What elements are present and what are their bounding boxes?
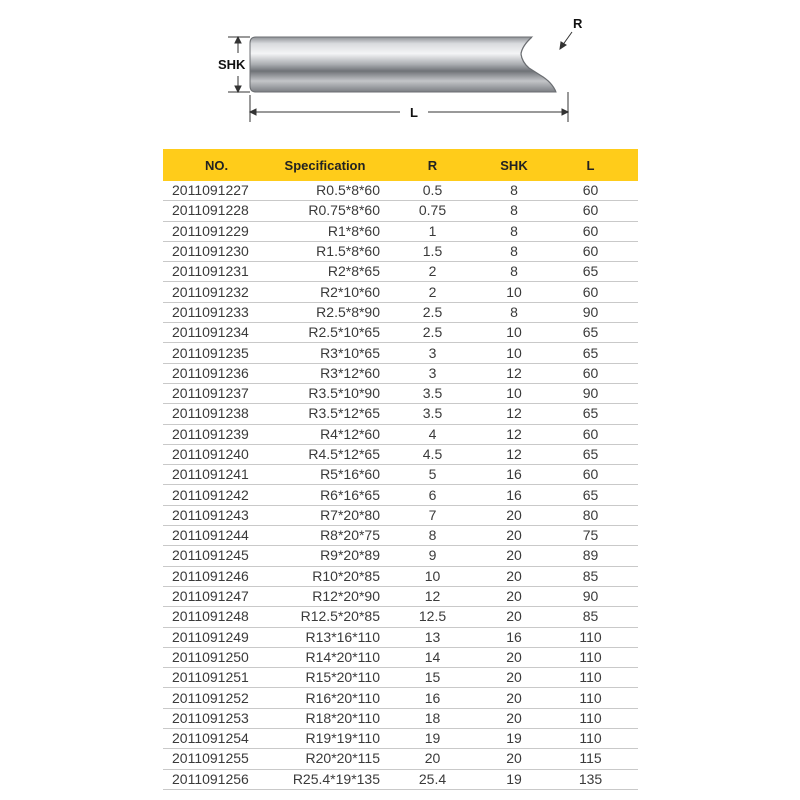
cell-specification: R10*20*85 [270, 566, 380, 586]
cell-specification: R1.5*8*60 [270, 241, 380, 261]
cell-no: 2011091241 [163, 465, 270, 485]
cell-shk: 20 [485, 607, 543, 627]
cell-r: 16 [380, 688, 485, 708]
table-row [163, 607, 638, 627]
cell-r: 1.5 [380, 241, 485, 261]
cell-specification: R0.75*8*60 [270, 201, 380, 221]
cell-specification: R18*20*110 [270, 708, 380, 728]
cell-specification: R15*20*110 [270, 668, 380, 688]
cell-r: 20 [380, 749, 485, 769]
cell-no: 2011091254 [163, 729, 270, 749]
table-row [163, 729, 638, 749]
cell-l: 65 [543, 404, 638, 424]
cell-no: 2011091251 [163, 668, 270, 688]
cell-shk: 8 [485, 262, 543, 282]
header-shk: SHK [485, 149, 543, 181]
cell-no: 2011091237 [163, 383, 270, 403]
cell-l: 115 [543, 749, 638, 769]
table-row [163, 343, 638, 363]
cell-l: 110 [543, 668, 638, 688]
length-dimension [250, 92, 568, 122]
cell-shk: 20 [485, 526, 543, 546]
table-row [163, 546, 638, 566]
cell-r: 8 [380, 526, 485, 546]
cell-r: 12 [380, 586, 485, 606]
cell-shk: 8 [485, 181, 543, 201]
cell-r: 19 [380, 729, 485, 749]
cell-specification: R12*20*90 [270, 586, 380, 606]
cell-l: 110 [543, 708, 638, 728]
table-row [163, 769, 638, 789]
cell-r: 0.5 [380, 181, 485, 201]
cell-shk: 10 [485, 323, 543, 343]
cell-l: 110 [543, 688, 638, 708]
cell-shk: 19 [485, 769, 543, 789]
radius-label: R [573, 16, 583, 31]
cell-l: 60 [543, 363, 638, 383]
cell-l: 60 [543, 465, 638, 485]
cell-shk: 8 [485, 221, 543, 241]
cell-specification: R2*8*65 [270, 262, 380, 282]
cell-r: 0.75 [380, 201, 485, 221]
cell-l: 60 [543, 424, 638, 444]
cell-specification: R16*20*110 [270, 688, 380, 708]
cell-specification: R4.5*12*65 [270, 444, 380, 464]
cell-no: 2011091243 [163, 505, 270, 525]
table-row [163, 708, 638, 728]
cell-no: 2011091227 [163, 181, 270, 201]
cell-specification: R14*20*110 [270, 647, 380, 667]
table-row [163, 586, 638, 606]
cell-shk: 8 [485, 201, 543, 221]
table-row [163, 526, 638, 546]
cell-r: 5 [380, 465, 485, 485]
header-specification: Specification [270, 149, 380, 181]
cell-r: 2.5 [380, 302, 485, 322]
cell-shk: 12 [485, 444, 543, 464]
cell-shk: 10 [485, 383, 543, 403]
cell-specification: R13*16*110 [270, 627, 380, 647]
cell-specification: R20*20*115 [270, 749, 380, 769]
cell-no: 2011091248 [163, 607, 270, 627]
cell-no: 2011091240 [163, 444, 270, 464]
cell-l: 135 [543, 769, 638, 789]
header-l: L [543, 149, 638, 181]
cell-r: 4.5 [380, 444, 485, 464]
cell-r: 2 [380, 282, 485, 302]
cell-shk: 8 [485, 302, 543, 322]
cell-l: 65 [543, 262, 638, 282]
cell-shk: 12 [485, 424, 543, 444]
cell-no: 2011091239 [163, 424, 270, 444]
cell-l: 110 [543, 729, 638, 749]
cell-l: 60 [543, 221, 638, 241]
cell-specification: R2*10*60 [270, 282, 380, 302]
cell-no: 2011091256 [163, 769, 270, 789]
cell-no: 2011091230 [163, 241, 270, 261]
cell-r: 15 [380, 668, 485, 688]
cell-r: 6 [380, 485, 485, 505]
cell-shk: 16 [485, 627, 543, 647]
cell-specification: R2.5*8*90 [270, 302, 380, 322]
cell-l: 90 [543, 302, 638, 322]
cell-no: 2011091234 [163, 323, 270, 343]
cell-r: 4 [380, 424, 485, 444]
cell-shk: 12 [485, 363, 543, 383]
cell-shk: 19 [485, 729, 543, 749]
cell-specification: R9*20*89 [270, 546, 380, 566]
header-no: NO. [163, 149, 270, 181]
cell-no: 2011091255 [163, 749, 270, 769]
cell-r: 2 [380, 262, 485, 282]
table-row [163, 323, 638, 343]
cell-specification: R0.5*8*60 [270, 181, 380, 201]
table-row [163, 404, 638, 424]
cell-no: 2011091228 [163, 201, 270, 221]
cell-no: 2011091246 [163, 566, 270, 586]
table-row [163, 668, 638, 688]
specification-table [163, 149, 638, 790]
cell-no: 2011091229 [163, 221, 270, 241]
cell-no: 2011091231 [163, 262, 270, 282]
cell-shk: 20 [485, 668, 543, 688]
cell-no: 2011091233 [163, 302, 270, 322]
cell-specification: R2.5*10*65 [270, 323, 380, 343]
table-row [163, 627, 638, 647]
cell-specification: R7*20*80 [270, 505, 380, 525]
cell-l: 90 [543, 586, 638, 606]
cell-l: 85 [543, 607, 638, 627]
cell-shk: 20 [485, 586, 543, 606]
cell-no: 2011091253 [163, 708, 270, 728]
cell-r: 25.4 [380, 769, 485, 789]
cell-no: 2011091242 [163, 485, 270, 505]
cell-r: 14 [380, 647, 485, 667]
cell-specification: R6*16*65 [270, 485, 380, 505]
cell-r: 2.5 [380, 323, 485, 343]
cell-shk: 20 [485, 546, 543, 566]
table-row [163, 221, 638, 241]
cell-shk: 20 [485, 566, 543, 586]
table-row [163, 647, 638, 667]
cell-specification: R19*19*110 [270, 729, 380, 749]
cell-r: 9 [380, 546, 485, 566]
cell-specification: R12.5*20*85 [270, 607, 380, 627]
cell-r: 12.5 [380, 607, 485, 627]
tool-body [250, 37, 568, 92]
cell-l: 65 [543, 444, 638, 464]
cell-shk: 10 [485, 282, 543, 302]
table-row [163, 485, 638, 505]
cell-shk: 10 [485, 343, 543, 363]
cell-specification: R25.4*19*135 [270, 769, 380, 789]
cell-l: 75 [543, 526, 638, 546]
cell-specification: R3*10*65 [270, 343, 380, 363]
cell-r: 10 [380, 566, 485, 586]
cell-r: 18 [380, 708, 485, 728]
cell-r: 1 [380, 221, 485, 241]
tool-diagram [0, 0, 800, 148]
cell-no: 2011091252 [163, 688, 270, 708]
cell-r: 3 [380, 363, 485, 383]
cell-shk: 16 [485, 465, 543, 485]
cell-no: 2011091249 [163, 627, 270, 647]
cell-specification: R5*16*60 [270, 465, 380, 485]
cell-shk: 20 [485, 505, 543, 525]
cell-no: 2011091250 [163, 647, 270, 667]
cell-l: 89 [543, 546, 638, 566]
cell-specification: R1*8*60 [270, 221, 380, 241]
cell-shk: 8 [485, 241, 543, 261]
cell-l: 65 [543, 485, 638, 505]
table-row [163, 181, 638, 201]
table-row [163, 201, 638, 221]
cell-no: 2011091232 [163, 282, 270, 302]
table-row [163, 383, 638, 403]
table-row [163, 262, 638, 282]
cell-l: 110 [543, 627, 638, 647]
cell-no: 2011091238 [163, 404, 270, 424]
table-body [163, 181, 638, 789]
table-row [163, 282, 638, 302]
table-row [163, 424, 638, 444]
cell-specification: R4*12*60 [270, 424, 380, 444]
cell-specification: R3.5*12*65 [270, 404, 380, 424]
shank-label: SHK [218, 57, 246, 72]
cell-no: 2011091245 [163, 546, 270, 566]
table-header-row [163, 149, 638, 181]
cell-l: 110 [543, 647, 638, 667]
cell-l: 60 [543, 181, 638, 201]
table-row [163, 566, 638, 586]
cell-no: 2011091236 [163, 363, 270, 383]
cell-no: 2011091244 [163, 526, 270, 546]
cell-specification: R3*12*60 [270, 363, 380, 383]
cell-r: 3.5 [380, 404, 485, 424]
cell-l: 60 [543, 282, 638, 302]
cell-l: 90 [543, 383, 638, 403]
cell-specification: R3.5*10*90 [270, 383, 380, 403]
cell-r: 7 [380, 505, 485, 525]
cell-r: 13 [380, 627, 485, 647]
table-row [163, 363, 638, 383]
cell-shk: 20 [485, 708, 543, 728]
cell-shk: 20 [485, 688, 543, 708]
table-row [163, 444, 638, 464]
cell-l: 65 [543, 323, 638, 343]
cell-specification: R8*20*75 [270, 526, 380, 546]
table-row [163, 302, 638, 322]
table-row [163, 749, 638, 769]
cell-l: 85 [543, 566, 638, 586]
cell-shk: 16 [485, 485, 543, 505]
cell-r: 3.5 [380, 383, 485, 403]
table-row [163, 688, 638, 708]
table-row [163, 505, 638, 525]
cell-r: 3 [380, 343, 485, 363]
cell-shk: 12 [485, 404, 543, 424]
cell-shk: 20 [485, 749, 543, 769]
cell-l: 80 [543, 505, 638, 525]
cell-shk: 20 [485, 647, 543, 667]
cell-l: 60 [543, 201, 638, 221]
cell-l: 65 [543, 343, 638, 363]
cell-l: 60 [543, 241, 638, 261]
table-row [163, 465, 638, 485]
cell-no: 2011091235 [163, 343, 270, 363]
length-label: L [410, 105, 418, 120]
table-row [163, 241, 638, 261]
cell-no: 2011091247 [163, 586, 270, 606]
header-r: R [380, 149, 485, 181]
